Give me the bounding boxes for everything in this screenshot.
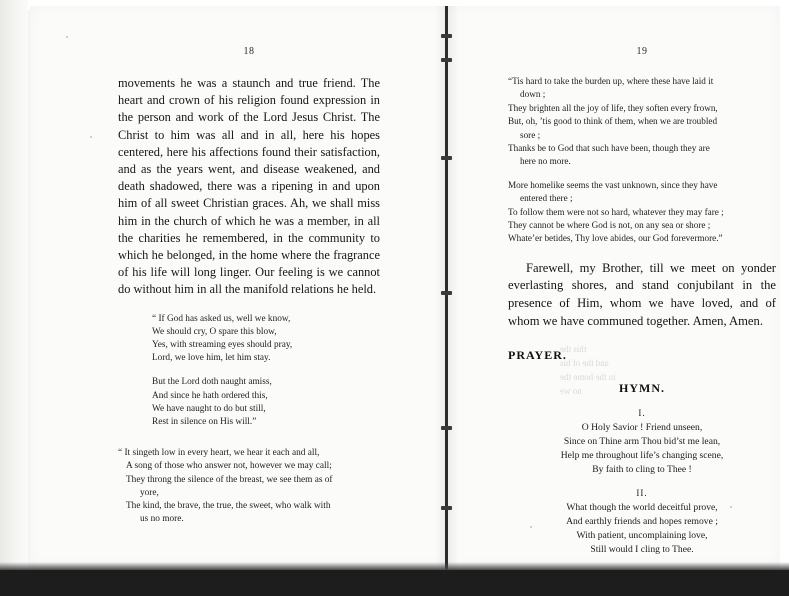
verse-line: But the Lord doth naught amiss, xyxy=(152,377,272,388)
binding-stitch xyxy=(441,426,452,430)
book-binding-line xyxy=(445,6,448,572)
binding-stitch xyxy=(441,156,452,160)
page-right xyxy=(508,46,776,557)
bleed-line: this the xyxy=(560,344,587,354)
hymn-heading: HYMN. xyxy=(619,381,665,396)
verse-line: They throng the silence of the breast, we see them as of xyxy=(126,474,333,485)
verse-line: And since he hath ordered this, xyxy=(152,390,268,401)
bleed-line: in the home the xyxy=(560,372,616,382)
quoted-hymn-stanza xyxy=(508,179,776,246)
scan-border-bottom-fade xyxy=(0,562,789,570)
verse-stanza-3 xyxy=(118,447,380,526)
verse-line: down ; xyxy=(520,89,546,100)
verse-line: Whate’er betides, Thy love abides, our God forevermore.” xyxy=(508,233,723,244)
prayer-heading: PRAYER. xyxy=(508,348,567,363)
verse-line: To follow them were not so hard, whatever they may fare ; xyxy=(508,206,724,217)
bleed-line: and the of his xyxy=(560,358,609,368)
verse-line: They brighten all the joy of life, they soften every frown, xyxy=(508,102,718,113)
paper-sheet xyxy=(30,6,780,566)
hymn-line: And earthly friends and hopes remove ; xyxy=(566,516,718,528)
hymn-line: By faith to cling to Thee ! xyxy=(592,463,692,475)
closing-paragraph: Farewell, my Brother, till we meet on yonder everlasting shores, and stand conjubilant in the presence of Him, whom we have loved, and of whom we have communed together. Amen, Amen. xyxy=(508,260,776,328)
verse-line: “Tis hard to take the burden up, where these have laid it xyxy=(508,76,714,86)
verse-line: sore ; xyxy=(520,129,541,140)
hymn-line: O Holy Savior ! Friend unseen, xyxy=(581,422,703,434)
page-number-left: 18 xyxy=(243,46,255,57)
verse-line: A song of those who answer not, however we may call; xyxy=(126,461,332,472)
scan-speck xyxy=(90,136,92,138)
verse-line: yore, xyxy=(140,487,159,498)
verse-line: The kind, the brave, the true, the sweet, who walk with xyxy=(126,501,331,512)
scan-border-left xyxy=(0,0,28,596)
verse-stanza-2 xyxy=(118,376,380,429)
hymn-line: With patient, uncomplaining love, xyxy=(576,530,708,542)
hymn-stanza-numeral: I. xyxy=(638,408,646,419)
verse-line: More homelike seems the vast unknown, since they have xyxy=(508,179,718,190)
verse-line: Rest in silence on His will.” xyxy=(152,417,257,428)
binding-stitch xyxy=(441,506,452,510)
scan-border-bottom xyxy=(0,570,789,596)
hymn-line: Since on Thine arm Thou bid’st me lean, xyxy=(563,436,721,448)
verse-line: Lord, we love him, let him stay. xyxy=(152,353,271,364)
verse-line: But, oh, ’tis good to think of them, when we are troubled xyxy=(508,116,718,127)
hymn-line: Still would I cling to Thee. xyxy=(590,543,694,555)
main-paragraph: movements he was a staunch and true friend. The heart and crown of his religion found expression in the person and work of the Lord Jesus Christ. The Christ to him was all and in all, here his hopes centered, here his affections found their satisfaction, and as the years went, and disease weakened, and death shadowed, there was a ripening in and upon him of all sweet Christian graces. Ah, we shall miss him in the church of which he was a member, in all the charities he remembered, in the community to which he belonged, in the home where the fragrance of his life will long linger. Our feeling is we cannot do without him in all the manifold relations he held. xyxy=(118,76,380,297)
left-page-body xyxy=(118,75,380,299)
scan-border-right xyxy=(779,0,789,596)
verse-line: “ It singeth low in every heart, we hear it each and all, xyxy=(118,448,320,459)
verse-line: Yes, with streaming eyes should pray, xyxy=(152,340,293,351)
hymn-line: What though the world deceitful prove, xyxy=(566,502,718,514)
page-number-right: 19 xyxy=(636,46,648,57)
hymn-line: Help me throughout life’s changing scene, xyxy=(560,449,724,461)
verse-line: We should cry, O spare this blow, xyxy=(152,326,277,337)
binding-stitch xyxy=(441,291,452,295)
binding-stitch xyxy=(441,58,452,62)
verse-line: entered there ; xyxy=(520,193,573,204)
hymn-stanza-1 xyxy=(508,421,776,476)
bleed-line: no we xyxy=(560,386,582,396)
verse-line: us no more. xyxy=(140,514,184,525)
verse-stanza-1 xyxy=(118,313,380,366)
hymn-stanza-numeral: II. xyxy=(636,488,648,499)
scan-speck xyxy=(66,36,68,38)
verse-line: here no more. xyxy=(520,156,571,167)
closing-paragraph-block xyxy=(508,260,776,330)
hymn-stanza-2 xyxy=(508,501,776,556)
verse-line: We have naught to do but still, xyxy=(152,403,266,414)
verse-line: Thanks be to God that such have been, though they are xyxy=(508,143,710,154)
quoted-hymn-stanza xyxy=(508,75,776,169)
binding-stitch xyxy=(441,34,452,38)
page-left xyxy=(118,46,380,526)
quoted-hymn-block xyxy=(508,75,776,246)
verse-line: “ If God has asked us, well we know, xyxy=(152,313,291,324)
verse-line: They cannot be where God is not, on any sea or shore ; xyxy=(508,220,711,231)
